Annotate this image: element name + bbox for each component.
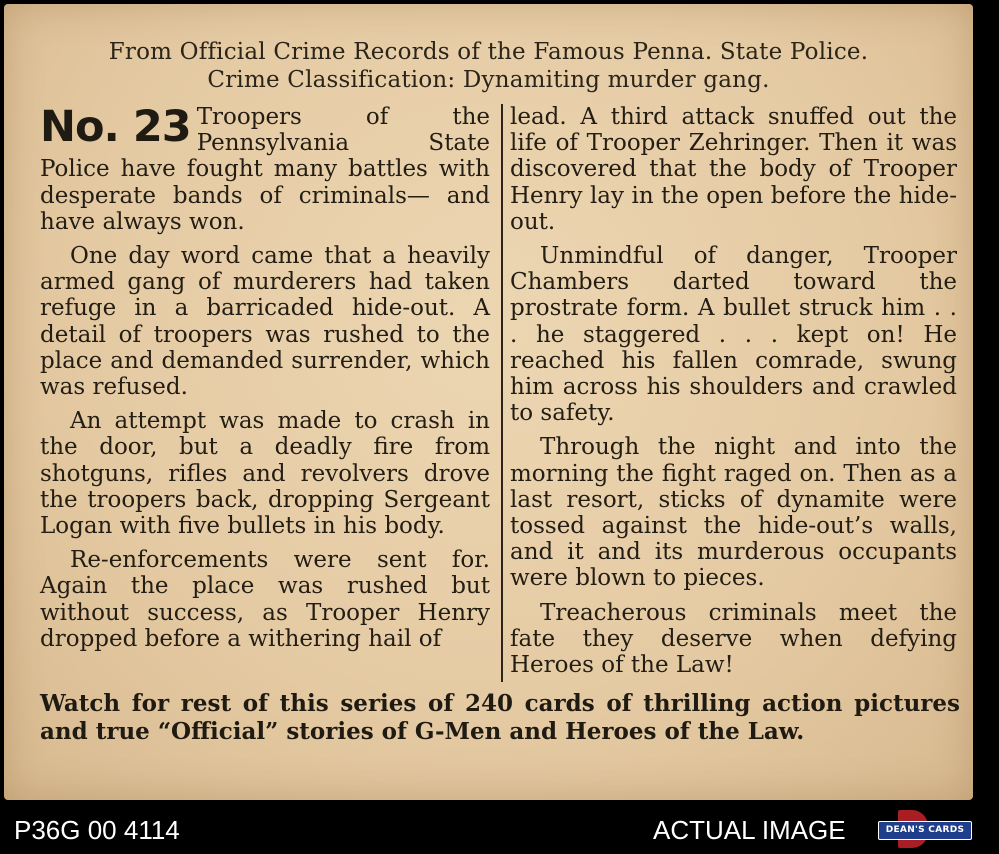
paragraph-7: Through the night and into the morning the fight raged on. Then as a last resort, sticks of dynamite were tossed against the hide-out’s walls, and it and its murderous occupants were blown to pieces. bbox=[510, 434, 957, 592]
column-divider bbox=[501, 104, 503, 682]
paragraph-3: An attempt was made to crash in the door, but a deadly fire from shotguns, rifles and revolvers drove the troopers back, dropping Sergeant Logan with five bullets in his body. bbox=[40, 408, 490, 540]
paragraph-6: Unmindful of danger, Trooper Chambers darted toward the prostrate form. A bullet struck him . . . he staggered . . . kept on! He reached his fallen comrade, swung him across his shoulders and crawled to safety. bbox=[510, 243, 957, 427]
series-footer: Watch for rest of this series of 240 cards of thrilling action pictures and true “Official” stories of G-Men and Heroes of the Law. bbox=[40, 690, 960, 745]
deans-cards-logo bbox=[878, 810, 970, 850]
logo-banner: DEAN'S CARDS bbox=[878, 821, 972, 840]
card-header bbox=[4, 38, 973, 94]
paragraph-1-text: Troopers of the Pennsylvania State Police have fought many battles with desperate bands of criminals— and have always won. bbox=[40, 104, 490, 235]
paragraph-5: lead. A third attack snuffed out the life of Trooper Zehringer. Then it was discovered that the body of Trooper Henry lay in the open before the hide-out. bbox=[510, 104, 957, 235]
right-column bbox=[510, 104, 957, 686]
paragraph-4: Re-enforcements were sent for. Again the place was rushed but without success, as Trooper Henry dropped before a withering hail of bbox=[40, 547, 490, 652]
header-line-1: From Official Crime Records of the Famous Penna. State Police. bbox=[108, 39, 869, 65]
paragraph-1 bbox=[40, 104, 490, 235]
card-id: P36G 00 4114 bbox=[14, 815, 180, 845]
paragraph-8: Treacherous criminals meet the fate they deserve when defying Heroes of the Law! bbox=[510, 599, 957, 679]
card-back bbox=[4, 4, 973, 800]
header-line-2: Crime Classification: Dynamiting murder gang. bbox=[207, 67, 770, 93]
card-number: No. 23 bbox=[40, 102, 191, 152]
left-column bbox=[40, 104, 490, 660]
actual-image-label: ACTUAL IMAGE bbox=[653, 815, 846, 845]
paragraph-2: One day word came that a heavily armed gang of murderers had taken refuge in a barricaded hide-out. A detail of troopers was rushed to the place and demanded surrender, which was refused. bbox=[40, 243, 490, 401]
